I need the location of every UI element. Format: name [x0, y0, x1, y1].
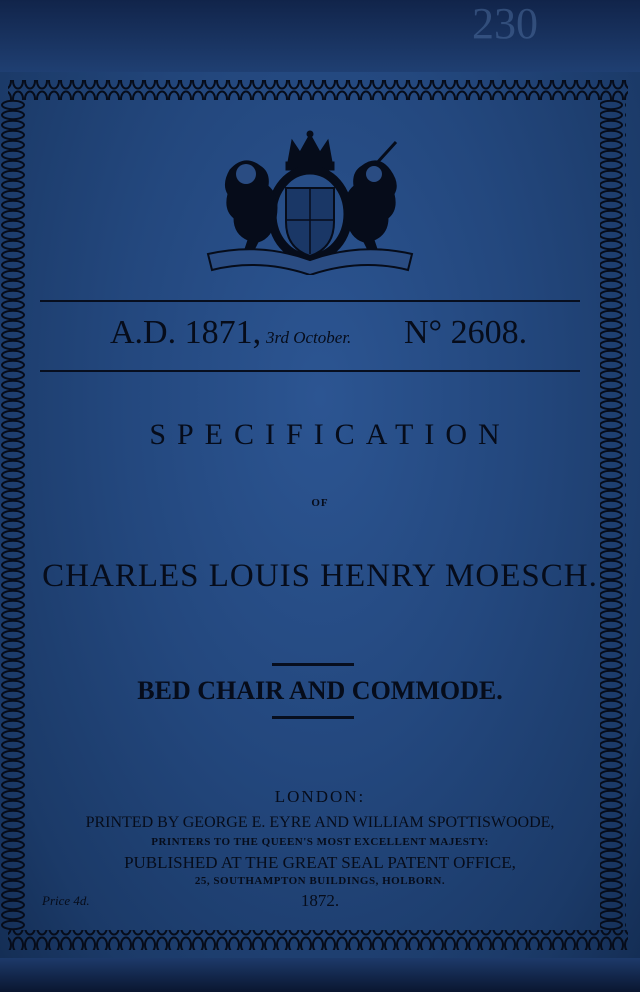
price-label: Price 4d. — [42, 893, 90, 908]
rule-under-header — [40, 370, 580, 372]
imprint-published: PUBLISHED AT THE GREAT SEAL PATENT OFFICE, — [124, 853, 516, 872]
royal-coat-of-arms-icon — [200, 130, 420, 275]
imprint-printers-to: PRINTERS TO THE QUEEN'S MOST EXCELLENT MAJESTY: — [151, 836, 489, 848]
of-label: OF — [311, 497, 329, 509]
filing-date: 3rd October. — [266, 328, 352, 347]
document-title: SPECIFICATION — [149, 418, 511, 451]
imprint-address: 25, SOUTHAMPTON BUILDINGS, HOLBORN. — [194, 875, 446, 887]
header-row — [0, 314, 640, 358]
rule-above-invention — [272, 663, 354, 666]
svg-text:230: 230 — [472, 0, 538, 48]
invention-title: BED CHAIR AND COMMODE. — [137, 676, 503, 705]
patent-number: N° 2608. — [404, 314, 528, 351]
imprint-city: LONDON: — [274, 787, 366, 806]
inventor-name: CHARLES LOUIS HENRY MOESCH. — [42, 558, 598, 594]
ad-year: A.D. 1871, — [110, 314, 262, 351]
imprint-printed-by: PRINTED BY GEORGE E. EYRE AND WILLIAM SPOTTISWOODE, — [85, 814, 555, 831]
imprint-year: 1872. — [300, 891, 340, 910]
rule-below-invention — [272, 716, 354, 719]
rule-top — [40, 300, 580, 302]
